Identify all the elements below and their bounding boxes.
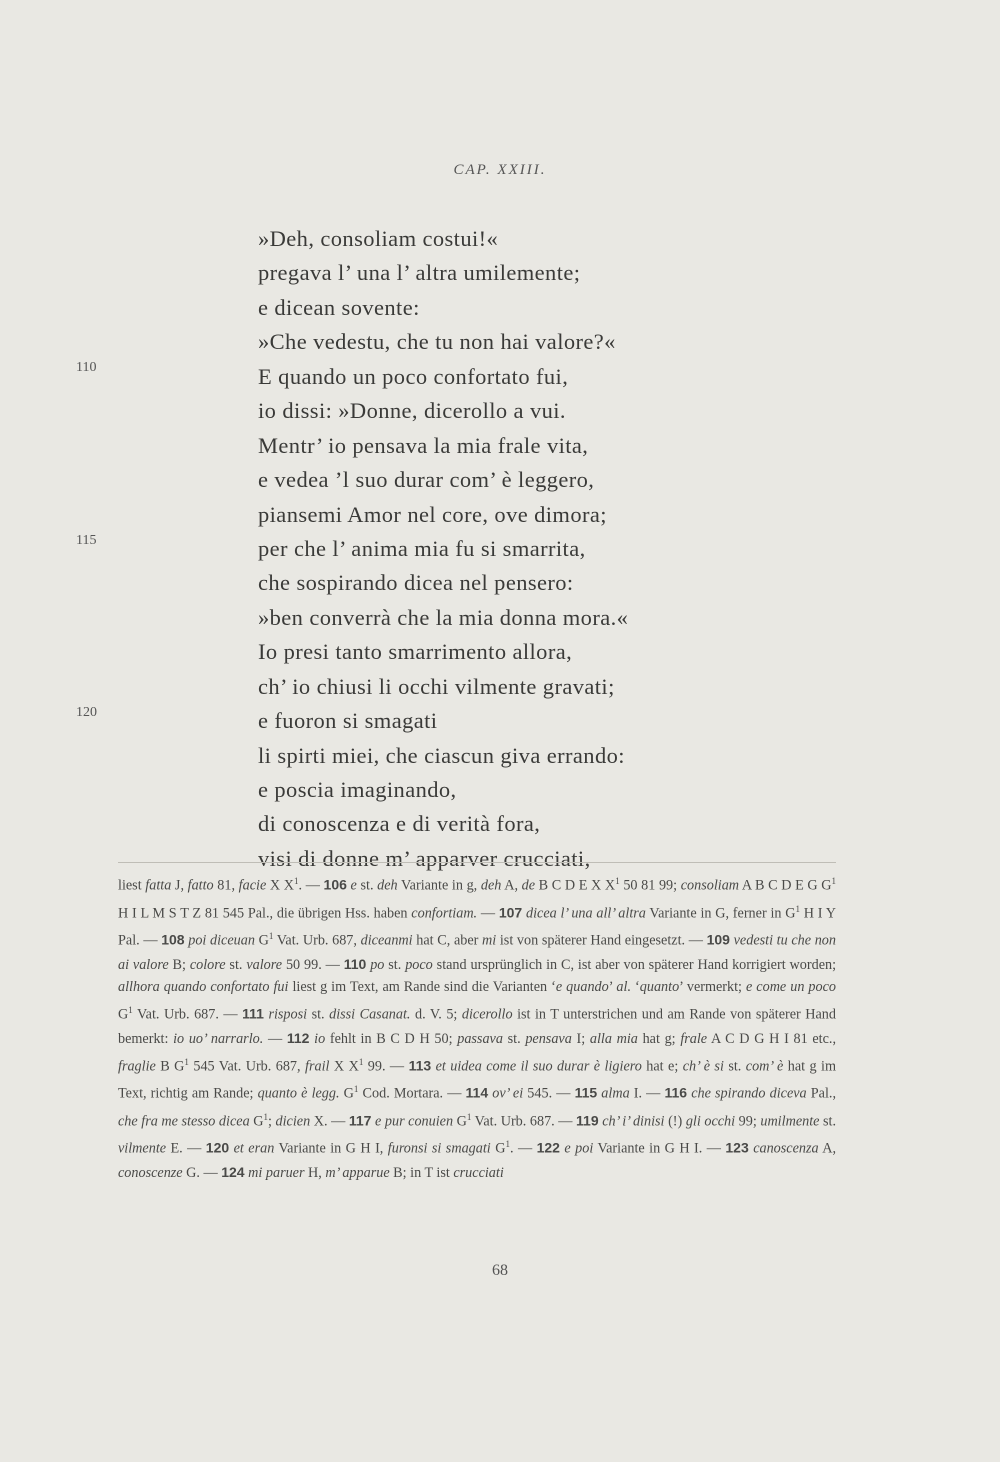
poem-line: ch’ io chiusi li occhi vilmente gravati; [258,673,615,699]
poem-line: e poscia imaginando, [258,777,457,802]
poem-line: pregava l’ una l’ altra umilemente; [258,260,581,286]
critical-apparatus: liest fatta J, fatto 81, facie X $X^1$. — 106 e st. deh Variante in g, deh A, de B C D E X $X^1$ 50 81 99; consoliam A B C D E G $G^1$ H I L M S T Z 81 545 Pal., die übrigen Hss. haben confortiam. — 107 dicea l’ una all’ altra Variante in G, ferner in $G^1$ H I Y Pal. — 108 poi diceuan $G^1$ Vat. Urb. 687, diceanmi hat C, aber mi ist von späterer Hand eingesetzt. — 109 vedesti tu che non ai valore B; colore st. valore 50 99. — 110 po st. poco stand ursprünglich in C, ist aber von späterer Hand korrigiert worden; allhora quando confortato fui liest g im Text, am Rande sind die Varianten ‘e quando’ al. ‘quanto’ vermerkt; e come un poco $G^1$ Vat. Urb. 687. — 111 risposi st. dissi Casanat. d. V. 5; dicerollo ist in T unterstrichen und am Rande von späterer Hand bemerkt: io uo’ narrarlo. — 112 io fehlt in B C D H 50; passava st. pensava I; alla mia hat g; frale A C D G H I 81 etc., fraglie B $G^1$ 545 Vat. Urb. 687, frail X $X^1$ 99. — 113 et uidea come il suo durar è ligiero hat e; ch’ è si st. com’ è hat g im Text, richtig am Rande; quanto è legg. $G^1$ Cod. Mortara. — 114 ov’ ei 545. — 115 alma I. — 116 che spirando diceva Pal., che fra me stesso dicea $G^1$; dicien X. — 117 e pur conuien $G^1$ Vat. Urb. 687. — 119 ch’ i’ dinisi (!) gli occhi 99; umilmente st. vilmente E. — 120 et eran Variante in G H I, furonsi si smagati $G^1$. — 122 e poi Variante in G H I. — 123 canoscenza A, conoscenze G. — 124 mi paruer H, m’ apparue B; in T ist crucciati [118,876,837,1181]
poem-line: per che l’ anima mia fu si smarrita, [258,535,586,561]
poem-line: e dicean sovente: [258,294,420,320]
poem-line: »Deh, consoliam costui!« [258,226,499,251]
line-number-110: 110 [76,360,97,375]
poem-line: li spirti miei, che ciascun giva errando: [258,742,625,768]
poem-line: »Che vedestu, che tu non hai valore?« [258,329,616,355]
poem-line: che sospirando dicea nel pensero: [258,570,574,596]
poem-line: di conoscenza e di verità fora, [258,811,541,837]
line-number-120: 120 [76,705,97,720]
poem-text [258,222,818,876]
poem-line: io dissi: »Donne, dicerollo a vui. [258,398,566,424]
page-number: 68 [492,1262,508,1279]
poem-line: Io presi tanto smarrimento allora, [258,639,573,665]
poem-line: E quando un poco confortato fui, [258,363,569,389]
poem-line: visi di donne m’ apparver crucciati, [258,845,591,871]
footnote-divider [118,862,836,863]
poem-line: e vedea ’l suo durar com’ è leggero, [258,467,595,493]
poem-line: piansemi Amor nel core, ove dimora; [258,501,607,527]
poem-line: e fuoron si smagati [258,708,438,734]
line-number-115: 115 [76,533,97,548]
poem-line: Mentr’ io pensava la mia frale vita, [258,432,589,458]
chapter-header: CAP. XXIII. [453,162,547,178]
poem-line: »ben converrà che la mia donna mora.« [258,604,629,630]
